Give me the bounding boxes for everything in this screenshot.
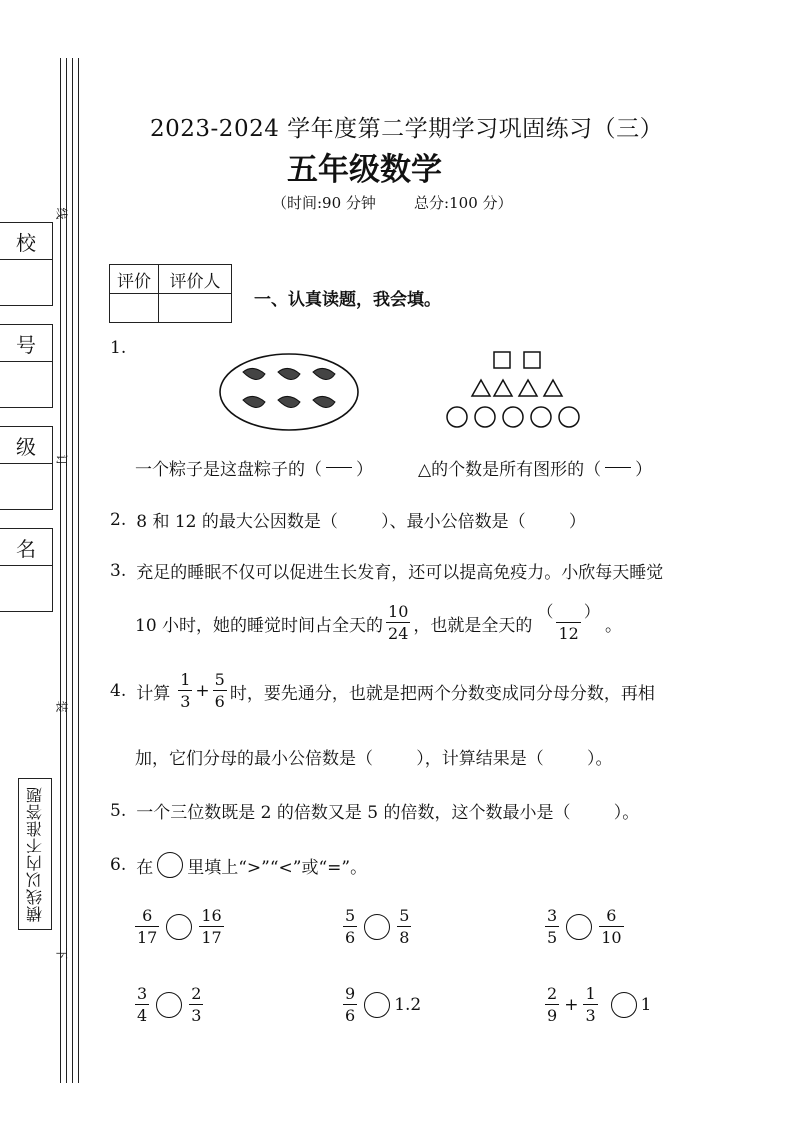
- question-6-text: 里填上“>”“<”或“=”。: [187, 857, 368, 878]
- fraction: [189, 986, 203, 1024]
- plus-sign: +: [195, 681, 210, 701]
- divider: [0, 463, 52, 464]
- compare-circle[interactable]: [364, 992, 390, 1018]
- question-number-2: 2.: [110, 509, 127, 530]
- numerator: 16: [201, 906, 222, 925]
- compare-item: [542, 986, 651, 1024]
- compare-item: [340, 986, 421, 1024]
- numerator-blank[interactable]: （ ）: [537, 602, 600, 621]
- divider: [0, 259, 52, 260]
- question-6-text: 在: [136, 857, 154, 878]
- question-4-text: 加，它们分母的最小公倍数是（ ），计算结果是（ ）。: [135, 749, 613, 769]
- score-header: 评价: [110, 265, 159, 294]
- question-number-4: 4.: [110, 681, 127, 701]
- denominator: 5: [547, 928, 558, 947]
- page-title: 2023-2024 学年度第二学期学习巩固练习（三）: [150, 116, 664, 142]
- numerator: 1: [180, 670, 191, 689]
- divider: [0, 565, 52, 566]
- denominator: 4: [137, 1006, 148, 1025]
- compare-circle-icon: [157, 852, 183, 878]
- question-3-text: ，也就是全天的: [413, 615, 533, 636]
- paren: ）: [635, 460, 653, 480]
- numerator: 5: [214, 670, 225, 689]
- numerator: 9: [345, 984, 356, 1003]
- compare-circle[interactable]: [566, 914, 592, 940]
- subject-title: 五年级数学: [287, 152, 442, 188]
- fraction: [545, 908, 559, 946]
- section-title: 一、认真读题，我会填。: [254, 290, 441, 310]
- question-4-text: 时，要先通分，也就是把两个分数变成同分母分数，再相: [229, 683, 655, 704]
- compare-value: 1: [640, 995, 652, 1015]
- question-2-text: 8 和 12 的最大公因数是（ ）、最小公倍数是（ ）: [136, 512, 586, 532]
- denominator: 17: [201, 928, 222, 947]
- compare-circle[interactable]: [611, 992, 637, 1018]
- question-6: [110, 852, 367, 878]
- fraction: [199, 908, 223, 946]
- compare-circle[interactable]: [156, 992, 182, 1018]
- compare-circle[interactable]: [166, 914, 192, 940]
- denominator: 3: [191, 1006, 202, 1025]
- grader-header: 评价人: [159, 265, 232, 294]
- question-3-line2: [135, 604, 622, 642]
- denominator: 9: [547, 1006, 558, 1025]
- margin-line: [72, 58, 73, 1083]
- fraction-blank[interactable]: [535, 604, 602, 642]
- fraction: [599, 908, 623, 946]
- divider: [0, 361, 52, 362]
- compare-circle[interactable]: [364, 914, 390, 940]
- question-1a-text: 一个粽子是这盘粽子的（: [135, 460, 322, 480]
- question-5-text: 一个三位数既是 2 的倍数又是 5 的倍数，这个数最小是（ ）。: [136, 803, 640, 823]
- denominator: 12: [558, 624, 579, 643]
- question-4-line2: [135, 744, 612, 769]
- denominator: 6: [345, 1006, 356, 1025]
- compare-item: [132, 908, 227, 946]
- fraction: [343, 986, 357, 1024]
- fraction: [545, 986, 559, 1024]
- denominator: 6: [214, 692, 225, 711]
- fraction: [178, 672, 192, 710]
- no-answer-notice: 横线以内不准答题: [18, 778, 52, 930]
- numerator: 3: [137, 984, 148, 1003]
- fraction: [343, 908, 357, 946]
- field-school-label: 校: [16, 230, 36, 255]
- question-number-6: 6.: [110, 855, 127, 875]
- field-class-label: 级: [16, 434, 36, 459]
- compare-item: [542, 908, 627, 946]
- paren: ）: [356, 460, 373, 480]
- denominator: 10: [601, 928, 622, 947]
- numerator: 3: [547, 906, 558, 925]
- question-1a: [135, 455, 373, 480]
- compare-item: [132, 986, 206, 1024]
- fraction: [135, 986, 149, 1024]
- question-1b: [418, 455, 652, 480]
- score-cell[interactable]: [110, 294, 159, 323]
- fraction: [135, 908, 159, 946]
- cut-mark: 订: [54, 454, 69, 467]
- compare-item: [340, 908, 414, 946]
- numerator: 2: [191, 984, 202, 1003]
- denominator: 3: [585, 1006, 596, 1025]
- margin-line: [78, 58, 79, 1083]
- zongzi-plate-illustration: [218, 352, 360, 432]
- compare-value: 1.2: [394, 995, 422, 1015]
- fraction: [583, 986, 597, 1024]
- field-number-label: 号: [16, 332, 36, 357]
- denominator: 8: [399, 928, 410, 947]
- score-table: [109, 264, 232, 323]
- cut-mark: 下: [54, 947, 69, 960]
- question-1b-text: △的个数是所有图形的（: [418, 460, 602, 480]
- numerator: 6: [142, 906, 153, 925]
- question-number-3: 3.: [110, 560, 127, 581]
- question-3-text: 10 小时，她的睡觉时间占全天的: [135, 615, 384, 636]
- fraction: [386, 604, 410, 642]
- numerator: 10: [388, 602, 409, 621]
- question-4: [110, 672, 655, 710]
- cut-mark: 装: [54, 700, 69, 713]
- numerator: 2: [547, 984, 558, 1003]
- question-number: [110, 338, 126, 358]
- question-3-line1: 充足的睡眠不仅可以促进生长发育，还可以提高免疫力。小欣每天睡觉: [136, 563, 664, 583]
- fraction: [397, 908, 411, 946]
- plus-sign: +: [564, 995, 579, 1015]
- denominator: 6: [345, 928, 356, 947]
- question-4-text: 计算: [136, 683, 171, 704]
- numerator: 5: [399, 906, 410, 925]
- question-5: [110, 798, 639, 823]
- denominator: 3: [180, 692, 191, 711]
- numerator: 5: [345, 906, 356, 925]
- numerator: 6: [606, 906, 617, 925]
- numerator: 1: [585, 984, 596, 1003]
- denominator: 17: [137, 928, 158, 947]
- cut-mark: 线: [54, 207, 69, 220]
- field-name-label: 名: [16, 536, 36, 561]
- fraction: [213, 672, 227, 710]
- exam-meta: （时间:90 分钟 总分:100 分）: [272, 194, 513, 212]
- question-2: [110, 507, 586, 532]
- question-number-5: 5.: [110, 800, 127, 821]
- grader-cell[interactable]: [159, 294, 232, 323]
- question-3: [110, 558, 663, 583]
- answer-blank[interactable]: [605, 467, 631, 468]
- question-3-text: 。: [604, 615, 622, 636]
- answer-blank[interactable]: [326, 467, 352, 468]
- denominator: 24: [388, 624, 409, 643]
- question-number-1: 1.: [110, 338, 127, 358]
- shapes-illustration: [444, 350, 590, 432]
